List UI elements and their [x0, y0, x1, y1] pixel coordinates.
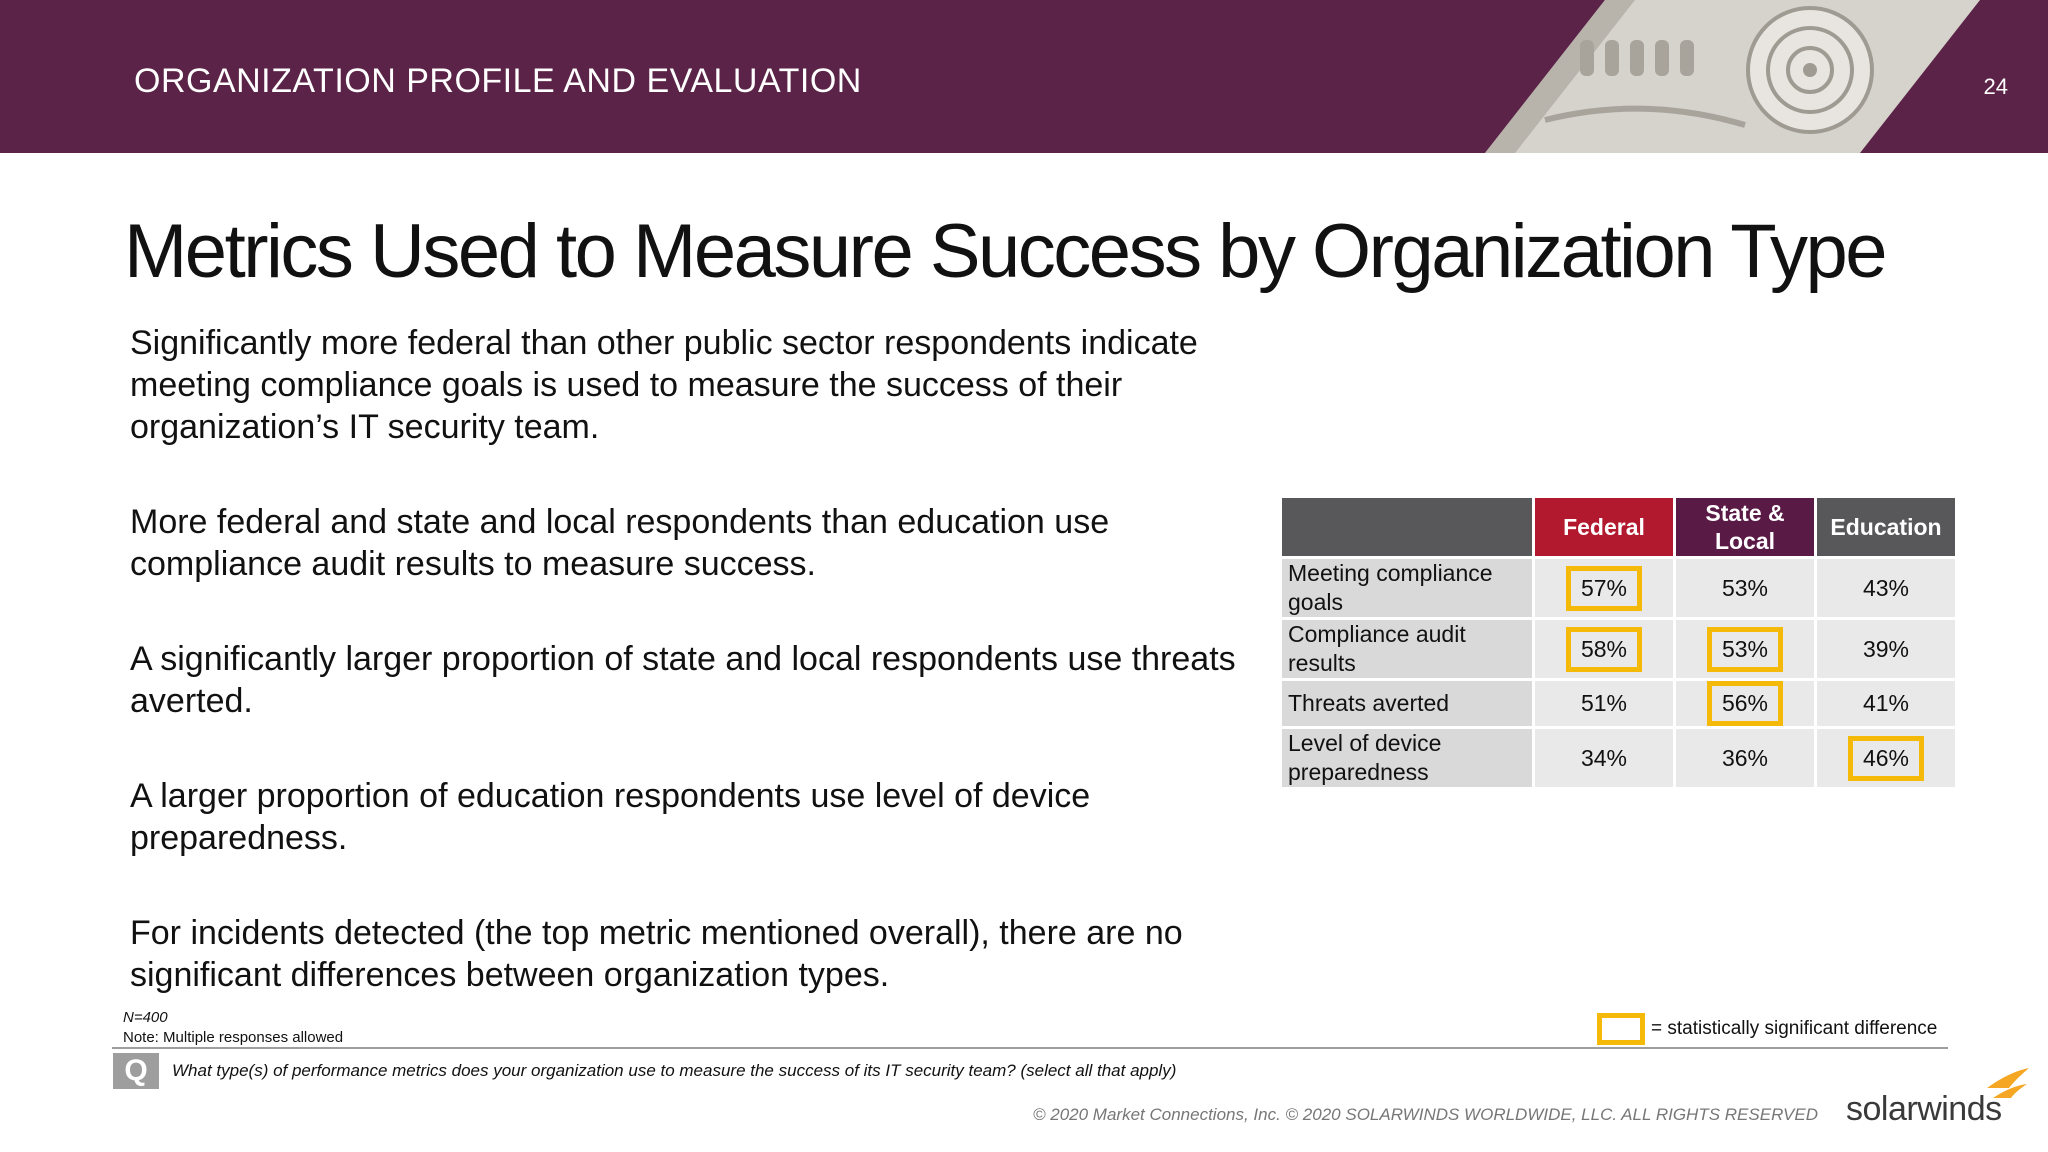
column-header-state-local: State & Local [1676, 498, 1814, 556]
row-label: Level of device preparedness [1282, 729, 1532, 787]
table-cell [1676, 620, 1814, 678]
cell-value: 51% [1580, 690, 1628, 716]
footnotes [123, 1008, 343, 1048]
cell-value: 41% [1862, 690, 1910, 716]
legend-text: = statistically significant difference [1651, 1018, 1938, 1039]
table-cell [1535, 681, 1673, 726]
column-header-education: Education [1817, 498, 1955, 556]
multiple-responses-note: Note: Multiple responses allowed [123, 1029, 344, 1046]
table-cell [1535, 559, 1673, 617]
table-cell [1817, 559, 1955, 617]
solarwinds-flame-icon [1985, 1066, 2031, 1106]
column-capital-image [1485, 0, 1980, 153]
table-row [1282, 681, 1955, 726]
copyright-text: © 2020 Market Connections, Inc. © 2020 SOLARWINDS WORLDWIDE, LLC. ALL RIGHTS RESERVED [1033, 1105, 1818, 1124]
finding-paragraph: A significantly larger proportion of state and local respondents use threats averted. [130, 640, 1236, 720]
question-icon: Q [113, 1053, 159, 1089]
table-cell [1676, 559, 1814, 617]
finding-paragraph: More federal and state and local respondents than education use compliance audit results to measure success. [130, 503, 1110, 583]
table-cell [1535, 729, 1673, 787]
cell-value: 39% [1862, 635, 1910, 662]
significance-box-icon [1597, 1013, 1645, 1045]
cell-value: 46% [1848, 736, 1924, 781]
significance-legend [1597, 1013, 1937, 1045]
cell-value: 34% [1580, 744, 1628, 771]
finding-paragraph: For incidents detected (the top metric mentioned overall), there are no significant differences between organization types. [130, 914, 1183, 994]
cell-value: 58% [1566, 627, 1642, 672]
slide-title: Metrics Used to Measure Success by Organization Type [124, 209, 1885, 294]
cell-value: 53% [1721, 574, 1769, 601]
survey-question: What type(s) of performance metrics does your organization use to measure the success of its IT security team? (select all that apply) [172, 1061, 1177, 1080]
table-cell [1817, 681, 1955, 726]
table-cell [1676, 729, 1814, 787]
row-label: Compliance audit results [1282, 620, 1532, 678]
table-cell [1676, 681, 1814, 726]
cell-value: 57% [1566, 566, 1642, 611]
finding-paragraph: A larger proportion of education respondents use level of device preparedness. [130, 777, 1091, 857]
column-header-federal: Federal [1535, 498, 1673, 556]
page-number: 24 [1983, 74, 2008, 99]
header-bar [0, 0, 2048, 153]
table-row [1282, 559, 1955, 617]
solarwinds-logo: solarwinds [1846, 1090, 2002, 1128]
table-row [1282, 729, 1955, 787]
table-header-row [1282, 498, 1955, 556]
table-cell [1817, 729, 1955, 787]
table-cell [1817, 620, 1955, 678]
row-label: Threats averted [1282, 681, 1532, 726]
footer-divider [112, 1047, 1948, 1049]
sample-size-note: N=400 [123, 1009, 168, 1026]
finding-paragraph: Significantly more federal than other public sector respondents indicate meeting compliance goals is used to measure the success of their organization’s IT security team. [130, 324, 1198, 446]
cell-value: 56% [1707, 681, 1783, 726]
metrics-table [1279, 495, 1958, 790]
cell-value: 36% [1721, 744, 1769, 771]
table-row [1282, 620, 1955, 678]
cell-value: 43% [1862, 574, 1910, 601]
header-blank-cell [1282, 498, 1532, 556]
findings-text [130, 322, 1240, 1049]
cell-value: 53% [1707, 627, 1783, 672]
row-label: Meeting compliance goals [1282, 559, 1532, 617]
table-cell [1535, 620, 1673, 678]
section-title: ORGANIZATION PROFILE AND EVALUATION [134, 62, 862, 100]
